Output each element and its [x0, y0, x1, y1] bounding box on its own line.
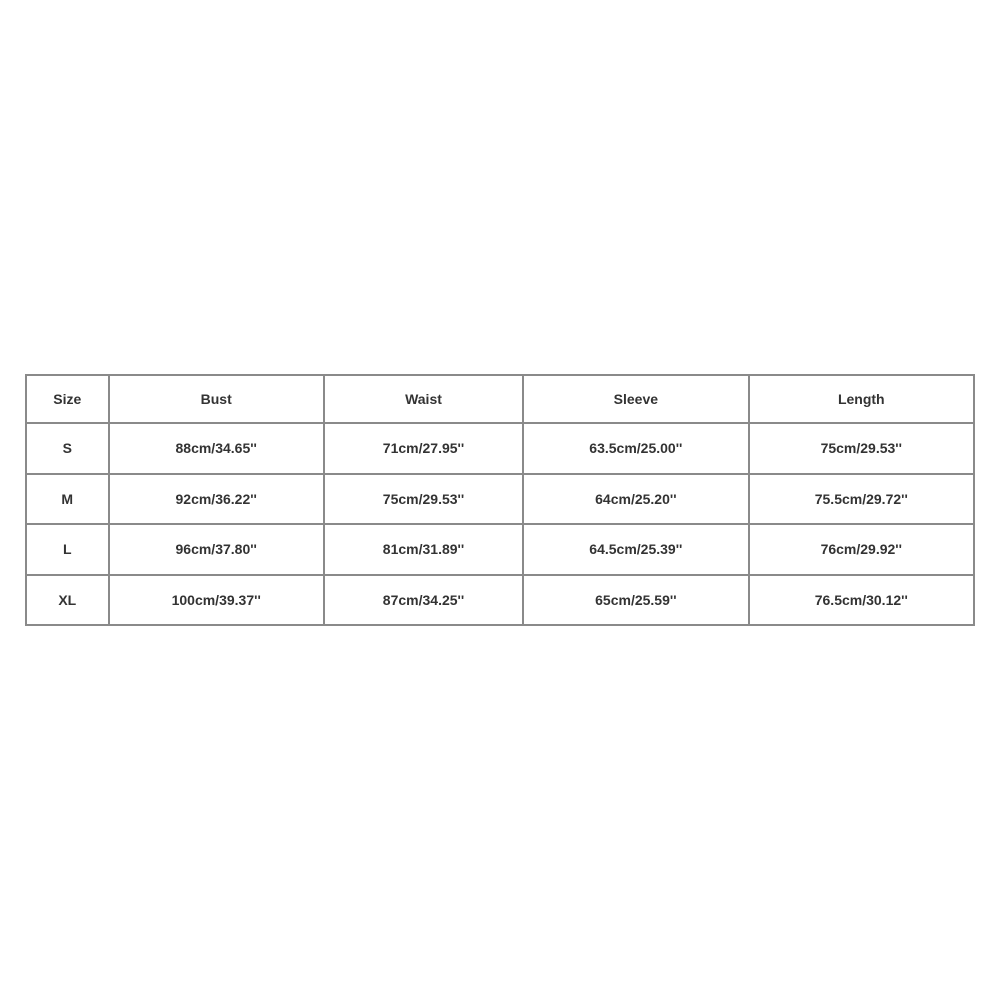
- table-row: [26, 524, 974, 575]
- cell-bust: 92cm/36.22'': [109, 474, 324, 525]
- table-row: [26, 575, 974, 626]
- cell-size: S: [26, 423, 109, 474]
- header-sleeve: Sleeve: [523, 375, 748, 423]
- header-waist: Waist: [324, 375, 523, 423]
- header-row: [26, 375, 974, 423]
- cell-bust: 96cm/37.80'': [109, 524, 324, 575]
- cell-sleeve: 63.5cm/25.00'': [523, 423, 748, 474]
- cell-waist: 81cm/31.89'': [324, 524, 523, 575]
- cell-length: 76.5cm/30.12'': [749, 575, 974, 626]
- header-length: Length: [749, 375, 974, 423]
- cell-length: 76cm/29.92'': [749, 524, 974, 575]
- cell-size: L: [26, 524, 109, 575]
- cell-waist: 75cm/29.53'': [324, 474, 523, 525]
- table-row: [26, 423, 974, 474]
- cell-length: 75cm/29.53'': [749, 423, 974, 474]
- cell-waist: 87cm/34.25'': [324, 575, 523, 626]
- cell-size: XL: [26, 575, 109, 626]
- cell-sleeve: 64.5cm/25.39'': [523, 524, 748, 575]
- header-bust: Bust: [109, 375, 324, 423]
- cell-sleeve: 64cm/25.20'': [523, 474, 748, 525]
- cell-bust: 100cm/39.37'': [109, 575, 324, 626]
- header-size: Size: [26, 375, 109, 423]
- cell-waist: 71cm/27.95'': [324, 423, 523, 474]
- cell-sleeve: 65cm/25.59'': [523, 575, 748, 626]
- cell-length: 75.5cm/29.72'': [749, 474, 974, 525]
- cell-size: M: [26, 474, 109, 525]
- cell-bust: 88cm/34.65'': [109, 423, 324, 474]
- table-row: [26, 474, 974, 525]
- size-chart-table: [25, 374, 975, 626]
